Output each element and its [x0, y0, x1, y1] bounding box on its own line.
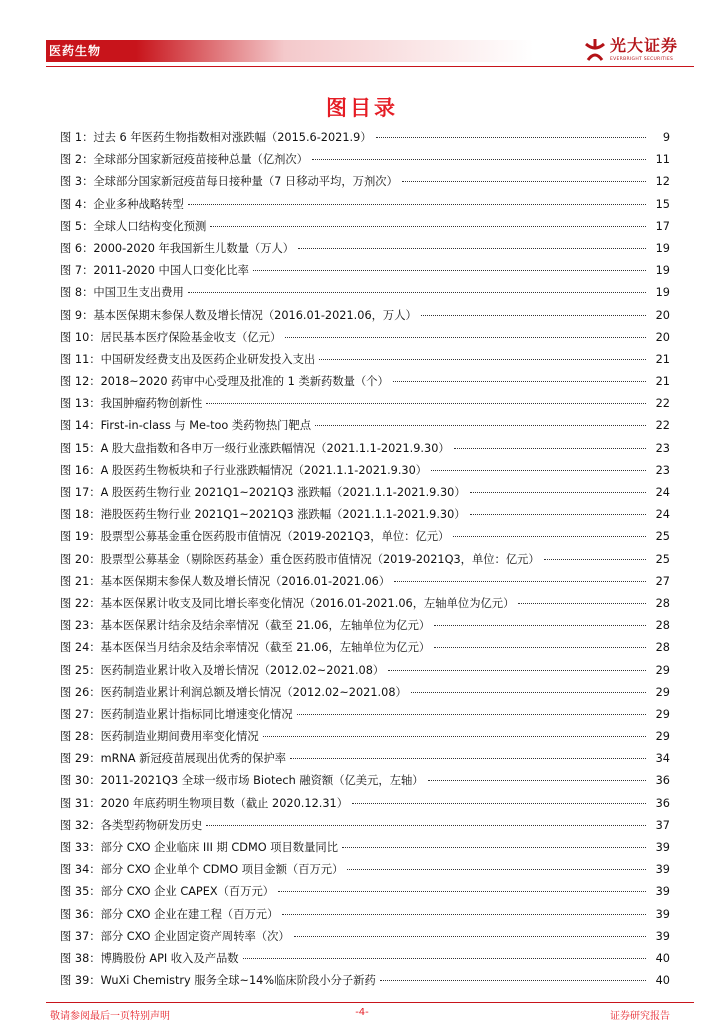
toc-dot-leader [290, 758, 646, 759]
toc-entry-page: 36 [655, 796, 670, 810]
toc-entry-title: 各类型药物研发历史 [100, 818, 203, 832]
toc-entry-title: 部分 CXO 企业临床 III 期 CDMO 项目数量同比 [100, 841, 338, 854]
toc-entry-page: 27 [655, 574, 670, 588]
toc-entry-page: 22 [655, 397, 670, 411]
toc-entry[interactable] [60, 331, 670, 353]
toc-entry-label: 图 38： [60, 951, 101, 965]
toc-entry-title: 2011-2021Q3 全球一级市场 Biotech 融资额（亿美元，左轴） [100, 774, 424, 788]
toc-entry-page: 19 [655, 241, 670, 255]
header-rule [46, 66, 694, 67]
toc-entry-title: 全球部分国家新冠疫苗接种总量（亿剂次） [93, 153, 309, 167]
toc-entry-title: 中国卫生支出费用 [93, 286, 184, 300]
toc-entry-title: 中国研发经费支出及医药企业研发投入支出 [100, 352, 316, 366]
toc-entry-label: 图 19： [60, 530, 101, 544]
toc-dot-leader [206, 825, 646, 826]
toc-entry[interactable] [60, 575, 670, 597]
toc-entry-title: 医药制造业期间费用率变化情况 [100, 730, 259, 744]
toc-dot-leader [518, 603, 646, 604]
toc-entry-title: First-in-class 与 Me-too 类药物热门靶点 [100, 419, 312, 433]
toc-entry-label: 图 26： [60, 685, 101, 699]
toc-dot-leader [470, 492, 646, 493]
toc-entry-page: 17 [655, 219, 670, 233]
toc-dot-leader [347, 869, 646, 870]
toc-entry[interactable] [60, 486, 670, 508]
toc-dot-leader [453, 536, 646, 537]
toc-entry[interactable] [60, 686, 670, 708]
toc-entry-page: 20 [655, 330, 670, 344]
brand-name-en: EVERBRIGHT SECURITIES [610, 57, 674, 62]
toc-entry-label: 图 33： [60, 841, 101, 854]
toc-entry-label: 图 22： [60, 596, 101, 610]
toc-entry-title: 过去 6 年医药生物指数相对涨跌幅（2015.6-2021.9） [93, 131, 372, 144]
figure-list [60, 131, 670, 996]
brand-mark-icon [584, 38, 606, 62]
toc-dot-leader [544, 559, 646, 560]
toc-entry-label: 图 14： [60, 419, 101, 433]
toc-entry-label: 图 32： [60, 818, 101, 832]
toc-dot-leader [315, 425, 646, 426]
toc-entry-title: 部分 CXO 企业固定资产周转率（次） [100, 929, 290, 943]
toc-entry[interactable] [60, 641, 670, 663]
toc-entry[interactable] [60, 153, 670, 175]
toc-entry-title: 全球部分国家新冠疫苗每日接种量（7 日移动平均，万剂次） [93, 175, 398, 189]
toc-dot-leader [294, 936, 646, 937]
toc-dot-leader [298, 248, 646, 249]
toc-dot-leader [210, 226, 646, 227]
toc-entry[interactable] [60, 930, 670, 952]
toc-dot-leader [388, 670, 646, 671]
toc-entry-page: 24 [655, 486, 670, 499]
toc-entry-label: 图 23： [60, 619, 101, 633]
toc-dot-leader [285, 337, 646, 338]
toc-entry[interactable] [60, 286, 670, 308]
toc-dot-leader [434, 647, 646, 648]
toc-entry-title: 医药制造业累计收入及增长情况（2012.02~2021.08） [100, 663, 385, 677]
toc-entry-page: 11 [655, 153, 670, 167]
toc-entry-page: 23 [655, 463, 670, 477]
toc-entry-page: 29 [655, 730, 670, 744]
toc-entry-label: 图 36： [60, 907, 101, 921]
toc-entry-label: 图 18： [60, 508, 101, 522]
toc-entry-label: 图 39： [60, 974, 101, 988]
toc-entry[interactable] [60, 131, 670, 153]
toc-entry[interactable] [60, 464, 670, 486]
toc-entry-label: 图 10： [60, 330, 101, 344]
footer-disclaimer: 敬请参阅最后一页特别声明 [50, 1011, 170, 1022]
toc-entry-label: 图 16： [60, 463, 101, 477]
toc-entry-label: 图 11： [60, 352, 101, 366]
toc-entry-label: 图 31： [60, 796, 101, 810]
toc-entry-page: 21 [655, 352, 670, 366]
toc-entry-label: 图 17： [60, 486, 101, 499]
toc-entry-page: 39 [655, 907, 670, 921]
toc-entry[interactable] [60, 419, 670, 441]
toc-entry-title: 部分 CXO 企业在建工程（百万元） [100, 907, 279, 921]
toc-entry[interactable] [60, 597, 670, 619]
toc-entry-page: 39 [655, 863, 670, 877]
toc-entry-label: 图 12： [60, 375, 101, 389]
toc-entry-label: 图 34： [60, 863, 101, 877]
toc-entry[interactable] [60, 242, 670, 264]
brand-logo [584, 36, 694, 68]
toc-entry-page: 29 [655, 685, 670, 699]
toc-dot-leader [402, 181, 646, 182]
toc-entry-page: 40 [655, 951, 670, 965]
toc-entry-page: 39 [655, 929, 670, 943]
toc-entry-label: 图 29： [60, 752, 101, 766]
section-label: 医药生物 [49, 44, 102, 58]
toc-dot-leader [434, 625, 646, 626]
footer-page-number: -4- [355, 1007, 369, 1018]
toc-entry[interactable] [60, 220, 670, 242]
toc-entry[interactable] [60, 797, 670, 819]
toc-entry-page: 19 [655, 286, 670, 300]
toc-entry-title: 基本医保期末参保人数及增长情况（2016.01-2021.06，万人） [93, 308, 417, 322]
toc-entry-title: 股票型公募基金（剔除医药基金）重仓医药股市值情况（2019-2021Q3，单位：亿元） [100, 552, 540, 566]
toc-entry-page: 19 [655, 264, 670, 278]
toc-entry-page: 39 [655, 885, 670, 899]
toc-entry-label: 图 24： [60, 641, 101, 655]
header-band [46, 40, 576, 62]
toc-entry-label: 图 21： [60, 574, 101, 588]
toc-entry-page: 24 [655, 508, 670, 522]
toc-entry-label: 图 3： [60, 175, 94, 189]
toc-entry-label: 图 13： [60, 397, 101, 411]
toc-entry-label: 图 1： [60, 131, 94, 144]
toc-entry-title: 居民基本医疗保险基金收支（亿元） [100, 330, 282, 344]
toc-dot-leader [342, 847, 646, 848]
toc-entry-title: 基本医保累计收支及同比增长率变化情况（2016.01-2021.06，左轴单位为亿元） [100, 596, 515, 610]
toc-entry[interactable] [60, 974, 670, 996]
toc-entry-title: 博腾股份 API 收入及产品数 [100, 951, 239, 965]
toc-entry-title: A 股医药生物板块和子行业涨跌幅情况（2021.1.1-2021.9.30） [100, 463, 428, 477]
toc-entry[interactable] [60, 752, 670, 774]
toc-entry[interactable] [60, 553, 670, 575]
toc-entry-title: 全球人口结构变化预测 [93, 219, 207, 233]
toc-dot-leader [312, 159, 646, 160]
toc-entry[interactable] [60, 442, 670, 464]
toc-entry-title: 我国肿瘤药物创新性 [100, 397, 203, 411]
toc-dot-leader [206, 403, 646, 404]
toc-dot-leader [431, 470, 646, 471]
toc-entry-page: 12 [655, 175, 670, 189]
toc-entry-page: 39 [655, 841, 670, 854]
toc-entry-page: 34 [655, 752, 670, 766]
toc-entry[interactable] [60, 198, 670, 220]
toc-entry-title: WuXi Chemistry 服务全球~14%临床阶段小分子新药 [100, 974, 376, 988]
toc-entry-title: 基本医保期末参保人数及增长情况（2016.01-2021.06） [100, 574, 391, 588]
toc-entry-page: 37 [655, 818, 670, 832]
toc-entry-title: 企业多种战略转型 [93, 197, 184, 211]
toc-entry-title: A 股医药生物行业 2021Q1~2021Q3 涨跌幅（2021.1.1-2021.9.30） [100, 486, 466, 499]
toc-entry[interactable] [60, 619, 670, 641]
toc-entry[interactable] [60, 708, 670, 730]
toc-entry-label: 图 28： [60, 730, 101, 744]
toc-dot-leader [297, 714, 646, 715]
toc-entry-label: 图 25： [60, 663, 101, 677]
toc-entry-label: 图 9： [60, 308, 94, 322]
toc-entry-label: 图 30： [60, 774, 101, 788]
footer-report-type: 证券研究报告 [610, 1011, 670, 1022]
toc-entry-title: 2018~2020 药审中心受理及批准的 1 类新药数量（个） [100, 375, 389, 389]
toc-dot-leader [394, 581, 646, 582]
toc-entry-label: 图 5： [60, 219, 94, 233]
toc-entry-title: 医药制造业累计指标同比增速变化情况 [100, 707, 293, 721]
toc-dot-leader [319, 359, 646, 360]
page-title: 图目录 [326, 96, 398, 120]
toc-entry-page: 15 [655, 197, 670, 211]
toc-dot-leader [253, 270, 646, 271]
toc-entry[interactable] [60, 508, 670, 530]
toc-entry-title: 基本医保当月结余及结余率情况（截至 21.06，左轴单位为亿元） [100, 641, 431, 655]
toc-dot-leader [243, 958, 646, 959]
toc-entry-page: 29 [655, 707, 670, 721]
toc-dot-leader [263, 736, 646, 737]
toc-entry-page: 20 [655, 308, 670, 322]
toc-entry-title: 部分 CXO 企业单个 CDMO 项目金额（百万元） [100, 863, 344, 877]
toc-entry[interactable] [60, 530, 670, 552]
toc-entry-page: 28 [655, 641, 670, 655]
toc-entry-page: 25 [655, 552, 670, 566]
toc-entry-label: 图 15： [60, 441, 101, 455]
toc-entry[interactable] [60, 375, 670, 397]
toc-entry[interactable] [60, 774, 670, 796]
toc-entry[interactable] [60, 819, 670, 841]
toc-entry-title: 医药制造业累计利润总额及增长情况（2012.02~2021.08） [100, 685, 407, 699]
toc-dot-leader [376, 137, 646, 138]
toc-entry-page: 21 [655, 375, 670, 389]
toc-entry-label: 图 6： [60, 241, 94, 255]
toc-dot-leader [380, 980, 646, 981]
toc-entry-label: 图 7： [60, 264, 94, 278]
toc-entry-label: 图 27： [60, 707, 101, 721]
toc-entry-label: 图 20： [60, 552, 101, 566]
toc-entry[interactable] [60, 309, 670, 331]
toc-entry-title: 股票型公募基金重仓医药股市值情况（2019-2021Q3，单位：亿元） [100, 530, 450, 544]
toc-entry-title: 部分 CXO 企业 CAPEX（百万元） [100, 885, 275, 899]
toc-entry[interactable] [60, 664, 670, 686]
toc-entry[interactable] [60, 952, 670, 974]
toc-entry-page: 40 [655, 974, 670, 988]
toc-entry[interactable] [60, 885, 670, 907]
toc-entry-title: 基本医保累计结余及结余率情况（截至 21.06，左轴单位为亿元） [100, 619, 431, 633]
toc-entry-title: 港股医药生物行业 2021Q1~2021Q3 涨跌幅（2021.1.1-2021.9.30） [100, 508, 466, 522]
toc-entry-title: A 股大盘指数和各申万一级行业涨跌幅情况（2021.1.1-2021.9.30） [100, 441, 450, 455]
toc-entry-title: 2000-2020 年我国新生儿数量（万人） [93, 241, 295, 255]
toc-dot-leader [188, 292, 646, 293]
toc-entry[interactable] [60, 264, 670, 286]
toc-entry[interactable] [60, 908, 670, 930]
toc-entry-page: 36 [655, 774, 670, 788]
toc-dot-leader [454, 448, 646, 449]
toc-entry-label: 图 4： [60, 197, 94, 211]
toc-dot-leader [428, 780, 646, 781]
toc-entry-page: 28 [655, 619, 670, 633]
footer-rule [46, 1002, 694, 1003]
toc-dot-leader [470, 514, 646, 515]
toc-entry[interactable] [60, 730, 670, 752]
toc-entry-title: 2011-2020 中国人口变化比率 [93, 264, 249, 278]
toc-dot-leader [282, 914, 646, 915]
toc-entry-page: 22 [655, 419, 670, 433]
toc-dot-leader [278, 891, 646, 892]
toc-entry-title: mRNA 新冠疫苗展现出优秀的保护率 [100, 752, 287, 766]
toc-dot-leader [421, 315, 646, 316]
toc-entry[interactable] [60, 863, 670, 885]
toc-dot-leader [393, 381, 646, 382]
toc-entry[interactable] [60, 353, 670, 375]
toc-entry[interactable] [60, 841, 670, 863]
toc-entry-page: 28 [655, 596, 670, 610]
toc-entry[interactable] [60, 397, 670, 419]
toc-entry-label: 图 35： [60, 885, 101, 899]
brand-name: 光大证券 [610, 36, 679, 55]
toc-entry[interactable] [60, 175, 670, 197]
toc-dot-leader [352, 803, 646, 804]
toc-dot-leader [411, 692, 646, 693]
toc-entry-page: 9 [662, 131, 670, 144]
toc-entry-label: 图 37： [60, 929, 101, 943]
toc-dot-leader [188, 204, 646, 205]
toc-entry-page: 29 [655, 663, 670, 677]
toc-entry-page: 25 [655, 530, 670, 544]
toc-entry-page: 23 [655, 441, 670, 455]
toc-entry-label: 图 8： [60, 286, 94, 300]
toc-entry-label: 图 2： [60, 153, 94, 167]
toc-entry-title: 2020 年底药明生物项目数（截止 2020.12.31） [100, 796, 349, 810]
